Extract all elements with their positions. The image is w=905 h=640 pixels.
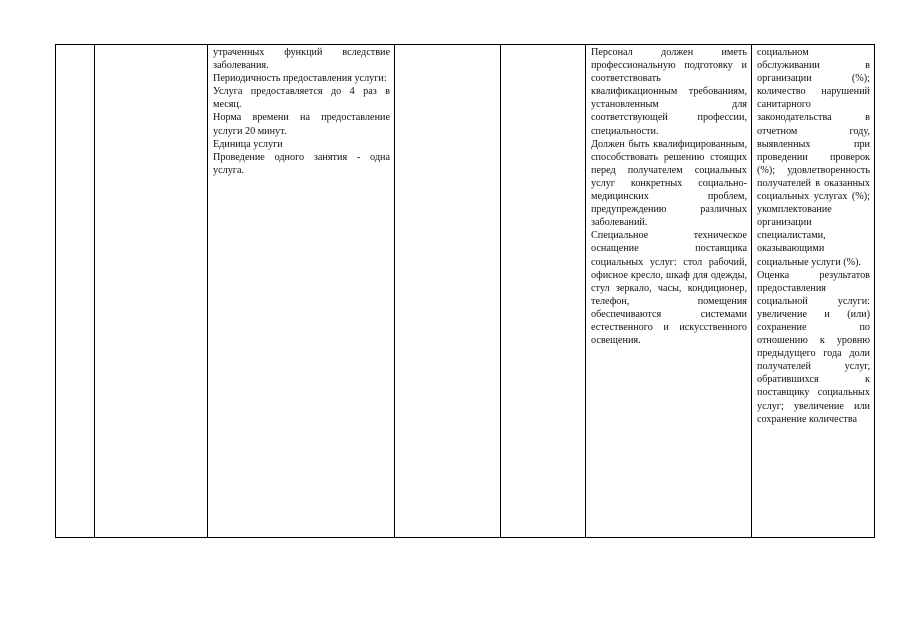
periodicity-value: Услуга предоставляется до 4 раз в месяц. [213, 86, 390, 111]
quality-indicators: социальном обслуживании в организации (%); количество нарушений санитарного законодательства в отчетном году, выявленных при проведении проверок (%); удовлетворенность получателей в оказанных социальных услугах (%); укомплектование организации специалистами, оказывающими социальные услуги (%). [757, 47, 870, 268]
equipment-requirements: Специальное техническое оснащение поставщика социальных услуг: стол рабочий, офисное кресло, шкаф для одежды, стул зеркало, часы, кондиционер, телефон, помещения обеспечиваются системами естественного и искусственного освещения. [591, 230, 747, 347]
time-norm: Норма времени на предоставление услуги 20 минут. [213, 112, 390, 137]
qualification-requirements: Должен быть квалифицированным, способствовать решению стоящих перед получателем социальных услуг конкретных социально-медицинских проблем, предупреждению различных заболеваний. [591, 138, 747, 229]
cell-service-name [95, 45, 208, 538]
cell-term [395, 45, 501, 538]
cell-quality-indicators [752, 45, 875, 538]
cell-conditions [586, 45, 752, 538]
unit-value: Проведение одного занятия - одна услуга. [213, 151, 390, 176]
unit-label: Единица услуги [213, 138, 283, 150]
periodicity-label: Периодичность предоставления услуги: [213, 73, 387, 85]
table-row [56, 45, 875, 538]
result-evaluation: Оценка результатов предоставления социальной услуги: увеличение и (или) сохранение по отношению к уровню предыдущего года доли получателей услуг, обратившихся к поставщику социальных услуг; увеличение или сохранение количества [757, 269, 870, 425]
description-paragraph: утраченных функций вследствие заболевания. [213, 47, 390, 72]
staff-requirements: Персонал должен иметь профессиональную подготовку и соответствовать квалификационным требованиям, установленным для соответствующей профессии, специальности. [591, 47, 747, 137]
cell-tariff [501, 45, 586, 538]
services-standard-table [55, 44, 875, 538]
cell-service-description [208, 45, 395, 538]
cell-number [56, 45, 95, 538]
